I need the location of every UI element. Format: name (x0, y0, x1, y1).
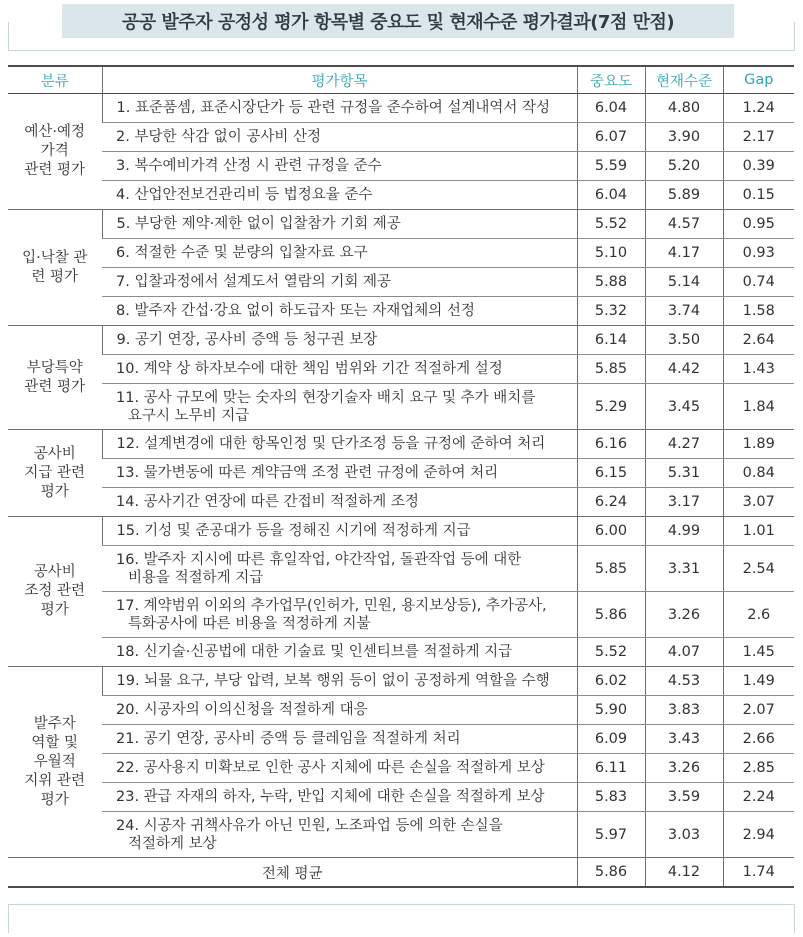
current-cell: 3.74 (645, 297, 723, 326)
table-row (8, 546, 794, 592)
table-row (8, 754, 794, 783)
importance-cell: 6.04 (577, 94, 645, 123)
category-cell (8, 326, 102, 430)
total-current-cell: 4.12 (645, 858, 723, 888)
item-cell (102, 181, 577, 210)
gap-cell: 2.6 (723, 592, 794, 638)
gap-cell: 0.15 (723, 181, 794, 210)
item-cell (102, 94, 577, 123)
current-cell: 3.45 (645, 384, 723, 430)
item-cell (102, 430, 577, 459)
item-cell (102, 210, 577, 239)
gap-cell: 1.49 (723, 667, 794, 696)
header-importance: 중요도 (577, 66, 645, 94)
gap-cell: 2.17 (723, 123, 794, 152)
category-line: 지위 관련 (24, 772, 86, 789)
importance-cell: 5.86 (577, 592, 645, 638)
importance-cell: 6.24 (577, 488, 645, 517)
gap-cell: 1.24 (723, 94, 794, 123)
total-row (8, 858, 794, 888)
importance-cell: 6.04 (577, 181, 645, 210)
gap-cell: 2.64 (723, 326, 794, 355)
item-line: 24. 시공자 귀책사유가 아닌 민원, 노조파업 등에 의한 손실을 (116, 817, 503, 834)
table-row (8, 268, 794, 297)
gap-cell: 0.39 (723, 152, 794, 181)
importance-cell: 6.11 (577, 754, 645, 783)
item-cell (102, 754, 577, 783)
item-cell (102, 459, 577, 488)
category-line: 관련 평가 (24, 378, 86, 395)
item-cell (102, 488, 577, 517)
table-row (8, 783, 794, 812)
item-line: 2. 부당한 삭감 없이 공사비 산정 (116, 129, 321, 145)
category-line: 발주자 (33, 715, 76, 732)
gap-cell: 2.94 (723, 812, 794, 858)
item-line: 7. 입찰과정에서 설계도서 열람의 기회 제공 (116, 274, 391, 290)
importance-cell: 5.83 (577, 783, 645, 812)
current-cell: 4.57 (645, 210, 723, 239)
current-cell: 3.50 (645, 326, 723, 355)
category-line: 지급 관련 (24, 464, 86, 481)
importance-cell: 6.02 (577, 667, 645, 696)
item-cell (102, 152, 577, 181)
item-line: 16. 발주자 지시에 따른 휴일작업, 야간작업, 돌관작업 등에 대한 (116, 551, 522, 568)
importance-cell: 5.32 (577, 297, 645, 326)
table-row (8, 667, 794, 696)
item-cell (102, 667, 577, 696)
current-cell: 3.03 (645, 812, 723, 858)
item-line: 적절하게 보상 (128, 835, 217, 852)
importance-cell: 5.59 (577, 152, 645, 181)
item-cell (102, 546, 577, 592)
importance-cell: 5.88 (577, 268, 645, 297)
gap-cell: 2.24 (723, 783, 794, 812)
current-cell: 3.17 (645, 488, 723, 517)
header-row (8, 66, 794, 94)
item-line: 특화공사에 따른 비용을 적정하게 지불 (128, 615, 371, 632)
gap-cell: 0.95 (723, 210, 794, 239)
current-cell: 5.20 (645, 152, 723, 181)
item-line: 23. 관급 자재의 하자, 누락, 반입 지체에 대한 손실을 적절하게 보상 (116, 789, 545, 805)
gap-cell: 1.89 (723, 430, 794, 459)
current-cell: 4.27 (645, 430, 723, 459)
importance-cell: 6.15 (577, 459, 645, 488)
category-cell (8, 667, 102, 858)
importance-cell: 5.29 (577, 384, 645, 430)
item-cell (102, 123, 577, 152)
table-row (8, 592, 794, 638)
category-line: 가격 (40, 143, 69, 159)
current-cell: 5.89 (645, 181, 723, 210)
evaluation-table (8, 65, 794, 888)
gap-cell: 0.93 (723, 239, 794, 268)
category-line: 예산·예정 (24, 124, 86, 140)
category-cell (8, 94, 102, 210)
item-cell (102, 268, 577, 297)
gap-cell: 0.74 (723, 268, 794, 297)
current-cell: 5.14 (645, 268, 723, 297)
current-cell: 3.26 (645, 592, 723, 638)
item-line: 비용을 적절하게 지급 (128, 569, 264, 586)
item-line: 4. 산업안전보건관리비 등 법정요율 준수 (116, 187, 373, 203)
importance-cell: 5.85 (577, 355, 645, 384)
item-cell (102, 326, 577, 355)
gap-cell: 2.54 (723, 546, 794, 592)
item-cell (102, 696, 577, 725)
importance-cell: 5.97 (577, 812, 645, 858)
importance-cell: 5.52 (577, 638, 645, 667)
category-line: 평가 (40, 602, 69, 618)
item-line: 6. 적절한 수준 및 분량의 입찰자료 요구 (116, 245, 368, 261)
item-cell (102, 725, 577, 754)
header-item: 평가항목 (102, 66, 577, 94)
table-row (8, 94, 794, 123)
current-cell: 3.31 (645, 546, 723, 592)
item-line: 13. 물가변동에 따른 계약금액 조정 관련 규정에 준하여 처리 (116, 465, 499, 481)
item-cell (102, 384, 577, 430)
item-line: 9. 공기 연장, 공사비 증액 등 청구권 보장 (116, 332, 378, 348)
gap-cell: 1.45 (723, 638, 794, 667)
gap-cell: 1.58 (723, 297, 794, 326)
gap-cell: 0.84 (723, 459, 794, 488)
table-row (8, 517, 794, 546)
table-row (8, 384, 794, 430)
header-gap: Gap (723, 66, 794, 94)
item-line: 14. 공사기간 연장에 따른 간접비 적절하게 조정 (116, 494, 419, 510)
gap-cell: 1.84 (723, 384, 794, 430)
category-line: 입·낙찰 관 (22, 249, 88, 266)
bottom-frame (8, 904, 795, 933)
item-line: 19. 뇌물 요구, 부당 압력, 보복 행위 등이 없이 공정하게 역할을 수행 (116, 673, 550, 689)
item-cell (102, 239, 577, 268)
total-label: 전체 평균 (8, 858, 577, 888)
importance-cell: 6.09 (577, 725, 645, 754)
current-cell: 3.83 (645, 696, 723, 725)
table-row (8, 725, 794, 754)
table-row (8, 152, 794, 181)
item-line: 요구시 노무비 지급 (128, 407, 250, 424)
item-cell (102, 638, 577, 667)
gap-cell: 1.01 (723, 517, 794, 546)
item-line: 18. 신기술·신공법에 대한 기술료 및 인센티브를 적절하게 지급 (116, 644, 513, 660)
header-category: 분류 (8, 66, 102, 94)
category-line: 공사비 (33, 564, 76, 580)
total-gap-cell: 1.74 (723, 858, 794, 888)
table-row (8, 459, 794, 488)
page-title: 공공 발주자 공정성 평가 항목별 중요도 및 현재수준 평가결과(7점 만점) (62, 4, 734, 38)
current-cell: 4.53 (645, 667, 723, 696)
item-cell (102, 783, 577, 812)
importance-cell: 6.16 (577, 430, 645, 459)
header-current: 현재수준 (645, 66, 723, 94)
item-cell (102, 812, 577, 858)
table-row (8, 488, 794, 517)
current-cell: 4.80 (645, 94, 723, 123)
category-line: 련 평가 (31, 268, 79, 285)
item-line: 21. 공기 연장, 공사비 증액 등 클레임을 적절하게 처리 (116, 731, 461, 747)
item-line: 11. 공사 규모에 맞는 숫자의 현장기술자 배치 요구 및 추가 배치를 (116, 389, 536, 406)
current-cell: 3.90 (645, 123, 723, 152)
importance-cell: 5.90 (577, 696, 645, 725)
table-row (8, 430, 794, 459)
category-line: 관련 평가 (24, 162, 86, 178)
item-line: 15. 기성 및 준공대가 등을 정해진 시기에 적정하게 지급 (116, 523, 471, 539)
importance-cell: 6.07 (577, 123, 645, 152)
category-line: 조정 관련 (24, 583, 86, 599)
current-cell: 3.26 (645, 754, 723, 783)
current-cell: 4.17 (645, 239, 723, 268)
current-cell: 4.07 (645, 638, 723, 667)
category-line: 역할 및 (31, 734, 79, 751)
item-line: 22. 공사용지 미확보로 인한 공사 지체에 따른 손실을 적절하게 보상 (116, 760, 545, 776)
current-cell: 4.99 (645, 517, 723, 546)
item-line: 10. 계약 상 하자보수에 대한 책임 범위와 기간 적절하게 설정 (116, 361, 503, 377)
item-line: 8. 발주자 간섭·강요 없이 하도급자 또는 자재업체의 선정 (116, 303, 475, 319)
total-importance-cell: 5.86 (577, 858, 645, 888)
category-cell (8, 430, 102, 517)
category-line: 우월적 (33, 753, 76, 770)
importance-cell: 5.52 (577, 210, 645, 239)
category-line: 평가 (40, 791, 69, 808)
item-line: 12. 설계변경에 대한 항목인정 및 단가조정 등을 규정에 준하여 처리 (116, 436, 546, 452)
current-cell: 3.43 (645, 725, 723, 754)
item-cell (102, 297, 577, 326)
importance-cell: 5.85 (577, 546, 645, 592)
category-line: 평가 (40, 483, 69, 500)
item-cell (102, 592, 577, 638)
importance-cell: 6.14 (577, 326, 645, 355)
item-line: 17. 계약범위 이외의 추가업무(인허가, 민원, 용지보상등), 추가공사, (116, 597, 547, 614)
item-line: 1. 표준품셈, 표준시장단가 등 관련 규정을 준수하여 설계내역서 작성 (116, 100, 551, 116)
current-cell: 4.42 (645, 355, 723, 384)
item-line: 5. 부당한 제약·제한 없이 입찰참가 기회 제공 (116, 216, 401, 232)
table-row (8, 123, 794, 152)
gap-cell: 1.43 (723, 355, 794, 384)
current-cell: 5.31 (645, 459, 723, 488)
item-line: 3. 복수예비가격 산정 시 관련 규정을 준수 (116, 158, 382, 174)
table-row (8, 696, 794, 725)
item-cell (102, 517, 577, 546)
category-line: 부당특약 (26, 359, 83, 376)
gap-cell: 2.07 (723, 696, 794, 725)
table-row (8, 181, 794, 210)
gap-cell: 3.07 (723, 488, 794, 517)
table-row (8, 326, 794, 355)
table-row (8, 297, 794, 326)
category-cell (8, 210, 102, 326)
current-cell: 3.59 (645, 783, 723, 812)
table-row (8, 355, 794, 384)
importance-cell: 5.10 (577, 239, 645, 268)
gap-cell: 2.66 (723, 725, 794, 754)
gap-cell: 2.85 (723, 754, 794, 783)
item-cell (102, 355, 577, 384)
category-line: 공사비 (33, 445, 76, 462)
table-row (8, 239, 794, 268)
table-row (8, 210, 794, 239)
table-row (8, 812, 794, 858)
table-body (8, 94, 794, 888)
importance-cell: 6.00 (577, 517, 645, 546)
category-cell (8, 517, 102, 667)
item-line: 20. 시공자의 이의신청을 적절하게 대응 (116, 702, 368, 718)
table-row (8, 638, 794, 667)
